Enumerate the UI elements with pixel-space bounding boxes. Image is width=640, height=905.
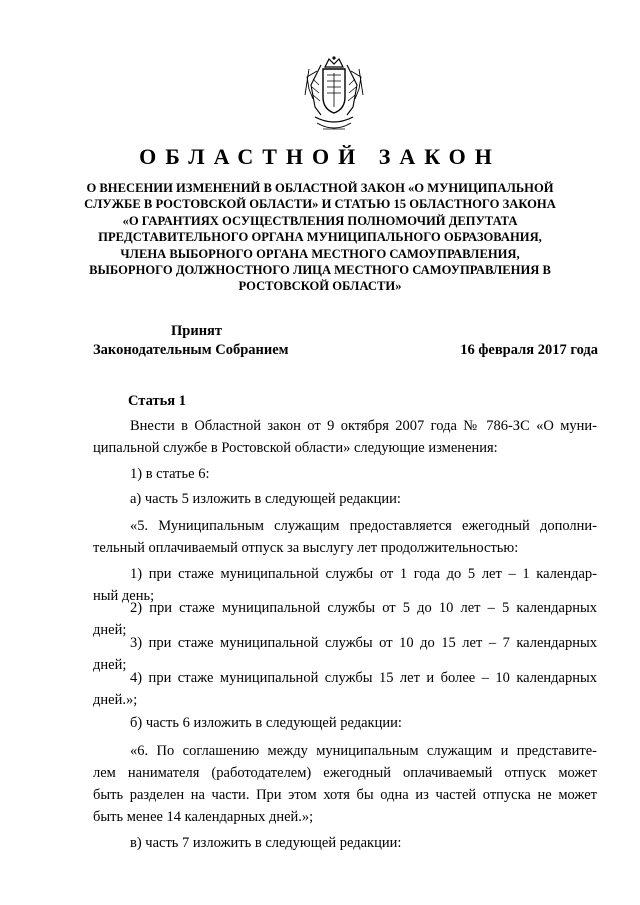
body-line: 3) при стаже муниципальной службы от 10 до 15 лет – 7 календарных bbox=[130, 635, 597, 651]
subtitle-line: СЛУЖБЕ В РОСТОВСКОЙ ОБЛАСТИ» И СТАТЬЮ 15 ОБЛАСТНОГО ЗАКОНА bbox=[84, 197, 556, 212]
coat-of-arms-emblem bbox=[303, 55, 365, 137]
body-line: 1) при стаже муниципальной службы от 1 года до 5 лет – 1 календар- bbox=[130, 566, 597, 582]
subtitle-line: ПРЕДСТАВИТЕЛЬНОГО ОРГАНА МУНИЦИПАЛЬНОГО ОБРАЗОВАНИЯ, bbox=[98, 230, 542, 245]
article-heading: Статья 1 bbox=[128, 393, 186, 409]
subtitle-line: РОСТОВСКОЙ ОБЛАСТИ» bbox=[238, 279, 402, 294]
body-line: дней.»; bbox=[93, 692, 138, 708]
body-line: 1) в статье 6: bbox=[130, 466, 210, 482]
body-line: 2) при стаже муниципальной службы от 5 до 10 лет – 5 календарных bbox=[130, 600, 597, 616]
body-line: дней; bbox=[93, 657, 127, 673]
body-line: «6. По соглашению между муниципальным служащим и представите- bbox=[130, 743, 597, 759]
body-line: Внести в Областной закон от 9 октября 2007 года № 786-ЗС «О муни- bbox=[130, 418, 597, 434]
body-line: быть разделен на части. При этом хотя бы одна из частей отпуска не может bbox=[93, 787, 597, 803]
adopting-body: Законодательным Собранием bbox=[93, 342, 289, 358]
law-subtitle bbox=[80, 180, 560, 295]
body-line: ный день; bbox=[93, 588, 155, 604]
body-line: быть менее 14 календарных дней.»; bbox=[93, 809, 314, 825]
adopted-label: Принят bbox=[171, 323, 223, 339]
adoption-date: 16 февраля 2017 года bbox=[460, 342, 598, 358]
body-line: дней; bbox=[93, 622, 127, 638]
subtitle-line: О ВНЕСЕНИИ ИЗМЕНЕНИЙ В ОБЛАСТНОЙ ЗАКОН «О МУНИЦИПАЛЬНОЙ bbox=[86, 181, 554, 195]
body-line: тельный оплачиваемый отпуск за выслугу лет продолжительностью: bbox=[93, 540, 519, 556]
law-title: ОБЛАСТНОЙ ЗАКОН bbox=[139, 144, 501, 169]
body-line: «5. Муниципальным служащим предоставляется ежегодный дополни- bbox=[130, 518, 597, 534]
subtitle-line: ЧЛЕНА ВЫБОРНОГО ОРГАНА МЕСТНОГО САМОУПРАВЛЕНИЯ, bbox=[120, 246, 520, 261]
subtitle-line: ВЫБОРНОГО ДОЛЖНОСТНОГО ЛИЦА МЕСТНОГО САМОУПРАВЛЕНИЯ В bbox=[89, 263, 551, 278]
body-line: лем нанимателя (работодателем) ежегодный оплачиваемый отпуск может bbox=[93, 765, 597, 781]
body-line: ципальной службе в Ростовской области» следующие изменения: bbox=[93, 440, 498, 456]
body-line: а) часть 5 изложить в следующей редакции: bbox=[130, 491, 401, 507]
body-line: в) часть 7 изложить в следующей редакции: bbox=[130, 835, 402, 851]
subtitle-line: «О ГАРАНТИЯХ ОСУЩЕСТВЛЕНИЯ ПОЛНОМОЧИЙ ДЕПУТАТА bbox=[122, 213, 518, 228]
body-line: б) часть 6 изложить в следующей редакции: bbox=[130, 715, 402, 731]
body-line: 4) при стаже муниципальной службы 15 лет и более – 10 календарных bbox=[130, 670, 597, 686]
